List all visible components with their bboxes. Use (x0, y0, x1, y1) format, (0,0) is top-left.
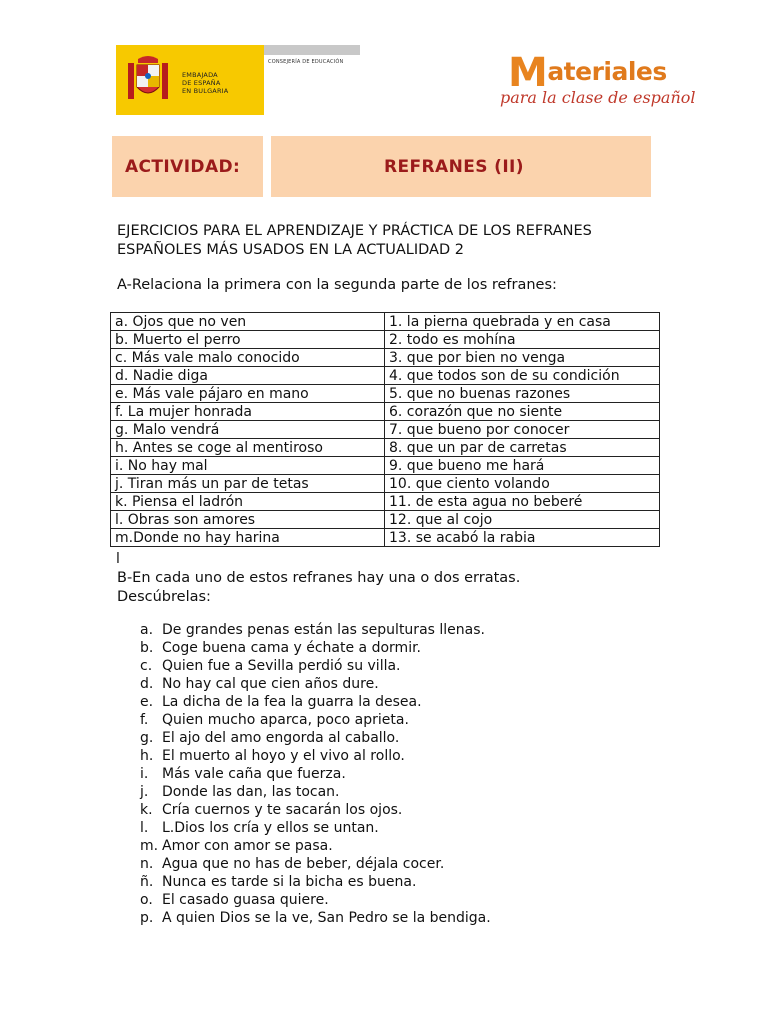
consejeria-label: CONSEJERÍA DE EDUCACIÓN (268, 59, 344, 65)
list-marker: h. (140, 748, 154, 764)
proverb-text: Quien mucho aparca, poco aprieta. (162, 712, 409, 728)
materiales-rest: ateriales (547, 57, 667, 86)
proverb-second-part: 9. que bueno me hará (385, 457, 660, 475)
table-row (111, 511, 660, 529)
proverb-text: El muerto al hoyo y el vivo al rollo. (162, 748, 405, 764)
list-marker: a. (140, 622, 154, 638)
proverb-second-part: 3. que por bien no venga (385, 349, 660, 367)
proverb-first-part: h. Antes se coge al mentiroso (111, 439, 385, 457)
proverb-second-part: 2. todo es mohína (385, 331, 660, 349)
proverb-second-part: 1. la pierna quebrada y en casa (385, 313, 660, 331)
table-row (111, 529, 660, 547)
proverb-second-part: 11. de esta agua no beberé (385, 493, 660, 511)
proverb-text: Coge buena cama y échate a dormir. (162, 640, 421, 656)
list-marker: g. (140, 730, 154, 746)
list-marker: c. (140, 658, 153, 674)
proverb-second-part: 10. que ciento volando (385, 475, 660, 493)
table-row (111, 439, 660, 457)
proverb-text: Donde las dan, las tocan. (162, 784, 340, 800)
list-item (140, 711, 491, 729)
list-item (140, 747, 491, 765)
proverb-first-part: c. Más vale malo conocido (111, 349, 385, 367)
table-row (111, 313, 660, 331)
matching-table (110, 312, 660, 547)
table-row (111, 385, 660, 403)
table-row (111, 349, 660, 367)
exercise-title: EJERCICIOS PARA EL APRENDIZAJE Y PRÁCTICA DE LOS REFRANES ESPAÑOLES MÁS USADOS EN LA ACTUALIDAD 2 (117, 223, 592, 258)
table-row (111, 493, 660, 511)
list-marker: ñ. (140, 874, 154, 890)
list-marker: m. (140, 838, 159, 854)
list-item (140, 873, 491, 891)
list-marker: i. (140, 766, 149, 782)
materiales-initial: M (508, 50, 548, 96)
proverb-first-part: g. Malo vendrá (111, 421, 385, 439)
proverb-second-part: 5. que no buenas razones (385, 385, 660, 403)
proverb-second-part: 12. que al cojo (385, 511, 660, 529)
table-row (111, 331, 660, 349)
list-item (140, 621, 491, 639)
proverb-first-part: i. No hay mal (111, 457, 385, 475)
proverb-text: Más vale caña que fuerza. (162, 766, 346, 782)
proverb-second-part: 13. se acabó la rabia (385, 529, 660, 547)
proverb-text: Agua que no has de beber, déjala cocer. (162, 856, 445, 872)
embassy-grey-bar (264, 45, 360, 55)
embassy-line-2: DE ESPAÑA (182, 79, 221, 87)
list-marker: b. (140, 640, 154, 656)
table-row (111, 457, 660, 475)
proverb-second-part: 7. que bueno por conocer (385, 421, 660, 439)
list-item (140, 891, 491, 909)
proverb-text: La dicha de la fea la guarra la desea. (162, 694, 422, 710)
activity-title: REFRANES (II) (384, 157, 524, 177)
embassy-line-1: EMBAJADA (182, 71, 218, 79)
erratas-list (140, 621, 491, 927)
list-item (140, 837, 491, 855)
proverb-first-part: d. Nadie diga (111, 367, 385, 385)
proverb-first-part: j. Tiran más un par de tetas (111, 475, 385, 493)
embassy-name (182, 71, 228, 95)
activity-title-box (271, 136, 651, 197)
list-marker: p. (140, 910, 154, 926)
proverb-first-part: a. Ojos que no ven (111, 313, 385, 331)
section-b-instruction (117, 569, 520, 607)
list-item (140, 765, 491, 783)
table-row (111, 421, 660, 439)
stray-mark: l (116, 551, 120, 567)
proverb-text: De grandes penas están las sepulturas llenas. (162, 622, 485, 638)
list-marker: n. (140, 856, 154, 872)
proverb-text: No hay cal que cien años dure. (162, 676, 379, 692)
list-marker: d. (140, 676, 154, 692)
list-item (140, 657, 491, 675)
list-item (140, 909, 491, 927)
list-marker: f. (140, 712, 149, 728)
proverb-text: Nunca es tarde si la bicha es buena. (162, 874, 417, 890)
list-item (140, 783, 491, 801)
list-item (140, 639, 491, 657)
list-item (140, 693, 491, 711)
section-b-line-2: Descúbrelas: (117, 589, 211, 605)
coat-of-arms-icon (124, 53, 172, 107)
list-item (140, 801, 491, 819)
proverb-first-part: m.Donde no hay harina (111, 529, 385, 547)
proverb-first-part: k. Piensa el ladrón (111, 493, 385, 511)
table-row (111, 475, 660, 493)
proverb-second-part: 4. que todos son de su condición (385, 367, 660, 385)
list-marker: o. (140, 892, 153, 908)
proverb-text: A quien Dios se la ve, San Pedro se la bendiga. (162, 910, 491, 926)
section-a-instruction: A-Relaciona la primera con la segunda parte de los refranes: (117, 277, 557, 293)
table-row (111, 403, 660, 421)
section-b-line-1: B-En cada uno de estos refranes hay una o dos erratas. (117, 570, 521, 586)
list-marker: e. (140, 694, 154, 710)
proverb-text: Amor con amor se pasa. (162, 838, 333, 854)
proverb-first-part: b. Muerto el perro (111, 331, 385, 349)
embassy-line-3: EN BULGARIA (182, 87, 229, 95)
proverb-second-part: 8. que un par de carretas (385, 439, 660, 457)
materiales-subtitle: para la clase de español (500, 88, 696, 107)
proverb-text: Cría cuernos y te sacarán los ojos. (162, 802, 403, 818)
proverb-first-part: e. Más vale pájaro en mano (111, 385, 385, 403)
proverb-first-part: f. La mujer honrada (111, 403, 385, 421)
list-marker: l. (140, 820, 149, 836)
list-item (140, 729, 491, 747)
list-item (140, 855, 491, 873)
list-item (140, 675, 491, 693)
activity-label: ACTIVIDAD: (125, 157, 241, 177)
materiales-logo (500, 44, 696, 114)
proverb-text: El casado guasa quiere. (162, 892, 329, 908)
proverb-second-part: 6. corazón que no siente (385, 403, 660, 421)
embassy-logo (116, 45, 360, 115)
matching-table-body (111, 313, 660, 547)
proverb-text: El ajo del amo engorda al caballo. (162, 730, 400, 746)
list-marker: k. (140, 802, 153, 818)
proverb-text: Quien fue a Sevilla perdió su villa. (162, 658, 401, 674)
table-row (111, 367, 660, 385)
list-marker: j. (140, 784, 149, 800)
list-item (140, 819, 491, 837)
proverb-first-part: l. Obras son amores (111, 511, 385, 529)
embassy-yellow-block (116, 45, 264, 115)
activity-label-box (112, 136, 263, 197)
proverb-text: L.Dios los cría y ellos se untan. (162, 820, 379, 836)
